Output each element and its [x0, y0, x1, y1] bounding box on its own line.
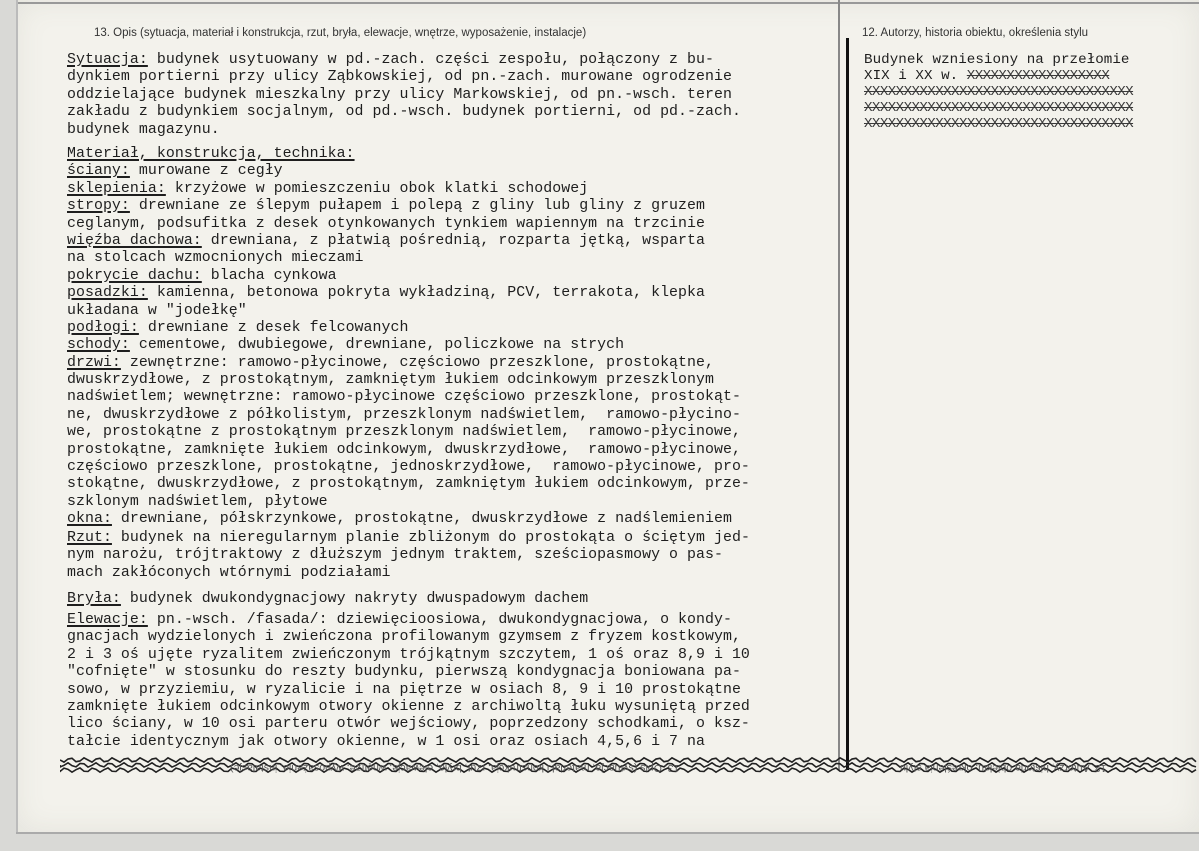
left-edge — [16, 0, 18, 832]
text-line — [67, 530, 837, 547]
field-label: drzwi: — [67, 354, 121, 371]
text-line — [67, 268, 837, 285]
field-label: ściany: — [67, 163, 130, 180]
text-line — [67, 198, 837, 215]
text-line — [67, 87, 837, 104]
text-line — [864, 116, 1199, 132]
mirrored-description-header: 13. Opis (sytuacja, materiał i konstrukcja, rzut, bryła, elewacje, wnętrze, wyposażenie, instalacje) — [230, 762, 680, 774]
text-line — [67, 459, 837, 476]
field-text: częściowo przeszklone, prostokątne, jednoskrzydłowe, ramowo-płycinowe, pro- — [67, 459, 750, 476]
struck-out-text: XXXXXXXXXXXXXXXXXXXXXXXXXXXXXXXXXX — [864, 116, 1134, 132]
field-label: schody: — [67, 337, 130, 354]
field-text: drewniana, z płatwią pośrednią, rozparta jętką, wsparta — [201, 232, 706, 249]
field-text: murowane z cegły — [129, 163, 283, 180]
field-text: sowo, w przyziemiu, w ryzalicie i na piętrze w osiach 8, 9 i 10 prostokątne — [67, 681, 741, 698]
field-text: zamknięte łukiem odcinkowym otwory okienne z archiwoltą łuku wysuniętą przed — [67, 698, 750, 715]
column-divider — [846, 38, 849, 770]
field-text: zakładu z budynkiem socjalnym, od pd.-wsch. budynek portierni, od pd.-zach. — [67, 104, 741, 121]
text-line — [67, 104, 837, 121]
field-text: kamienna, betonowa pokryta wykładziną, PCV, terrakota, klepka — [147, 285, 705, 302]
field-text: gnacjach wydzielonych i zwieńczona profilowanym gzymsem z fryzem kostkowym, — [67, 629, 741, 646]
text-line — [67, 682, 837, 699]
text-line — [67, 407, 837, 424]
text-line — [67, 647, 837, 664]
struck-out-text: XXXXXXXXXXXXXXXXXXXXXXXXXXXXXXXXXX — [864, 84, 1134, 100]
field-text: budynek magazynu. — [67, 121, 220, 138]
field-text: mach zakłóconych wtórnymi podziałami — [67, 564, 391, 581]
field-text: drewniane, półskrzynkowe, prostokątne, dwuskrzydłowe z nadślemieniem — [111, 511, 732, 528]
field-text: lico ściany, w 10 osi parteru otwór wejściowy, poprzedzony schodkami, o ksz- — [67, 716, 750, 733]
text-line — [67, 69, 837, 86]
text-line — [864, 100, 1199, 116]
field-text: ceglanym, podsufitka z desek otynkowanych tynkiem wapiennym na trzcinie — [67, 215, 705, 232]
field-text: układana w "jodełkę" — [67, 302, 247, 319]
text-line — [67, 664, 837, 681]
field-text: dynkiem portierni przy ulicy Ząbkowskiej, od pn.-zach. murowane ogrodzenie — [67, 69, 732, 86]
field-text: dwuskrzydłowe, z prostokątnym, zamkniętym łukiem odcinkowym przeszklonym — [67, 372, 714, 389]
description-section — [67, 146, 837, 529]
field-text: na stolcach wzmocnionych mieczami — [67, 250, 364, 267]
text-line — [67, 122, 837, 139]
field-text: we, prostokątne z prostokątnym przeszklonym nadświetlem, ramowo-płycinowe, — [67, 424, 741, 441]
field-label: podłogi: — [67, 319, 139, 336]
text-line — [67, 442, 837, 459]
field-label: Materiał, konstrukcja, technika: — [67, 146, 355, 162]
field-text: stokątne, dwuskrzydłowe, z prostokątnym, zamkniętym łukiem odcinkowym, prze- — [67, 476, 750, 493]
text-line — [864, 68, 1199, 84]
text-line — [67, 591, 837, 608]
field-label: okna: — [67, 511, 112, 528]
text-line — [67, 52, 837, 69]
text-line — [67, 511, 837, 528]
field-label: sklepienia: — [67, 180, 166, 197]
field-text: XIX i XX w. — [864, 68, 967, 84]
description-section — [67, 612, 837, 751]
field-text: "cofnięte" w stosunku do reszty budynku, pierwszą kondygnacja boniowana pa- — [67, 664, 741, 681]
field-text: budynek usytuowany w pd.-zach. części zespołu, połączony z bu- — [147, 52, 714, 68]
field-label: Bryła: — [67, 591, 121, 607]
text-line — [67, 565, 837, 582]
field-label: Rzut: — [67, 530, 112, 546]
field-label: posadzki: — [67, 285, 148, 302]
field-text: blacha cynkowa — [201, 267, 337, 284]
field-text: budynek dwukondygnacjowy nakryty dwuspadowym dachem — [120, 591, 589, 607]
text-line — [67, 612, 837, 629]
text-line — [67, 699, 837, 716]
text-line — [67, 476, 837, 493]
text-line — [67, 146, 837, 163]
field-text: krzyżowe w pomieszczeniu obok klatki schodowej — [165, 180, 589, 197]
text-line — [67, 320, 837, 337]
field-label: więźba dachowa: — [67, 232, 202, 249]
field-text: cementowe, dwubiegowe, drewniane, policzkowe na strych — [129, 337, 625, 354]
text-line — [67, 716, 837, 733]
field-text: drewniane z desek felcowanych — [138, 319, 409, 336]
text-line — [67, 494, 837, 511]
description-section-header: 13. Opis (sytuacja, materiał i konstrukcja, rzut, bryła, elewacje, wnętrze, wyposażenie, instalacje) — [94, 27, 587, 39]
column-divider-light — [838, 0, 840, 770]
text-line — [67, 285, 837, 302]
text-line — [67, 629, 837, 646]
text-line — [67, 216, 837, 233]
field-text: drewniane ze ślepym pułapem i polepą z gliny lub gliny z gruzem — [129, 198, 705, 215]
text-line — [864, 52, 1199, 68]
text-line — [67, 389, 837, 406]
authors-section-header: 12. Autorzy, historia obiektu, określenia stylu — [862, 27, 1089, 39]
field-text: nadświetlem; wewnętrzne: ramowo-płycinowe częściowo przeszklone, prostokąt- — [67, 389, 741, 406]
text-line — [67, 734, 837, 751]
field-text: oddzielające budynek mieszkalny przy ulicy Markowskiej, od pn.-wsch. teren — [67, 86, 732, 103]
field-label: Elewacje: — [67, 612, 148, 628]
text-line — [864, 84, 1199, 100]
field-text: 2 i 3 oś ujęte ryzalitem zwieńczonym trójkątnym szczytem, 1 oś oraz 8,9 i 10 — [67, 646, 750, 663]
field-text: nym narożu, trójtraktowy z dłuższym jednym traktem, sześciopasmowy o pas- — [67, 547, 723, 564]
text-line — [67, 372, 837, 389]
text-line — [67, 250, 837, 267]
text-line — [67, 547, 837, 564]
bottom-edge — [16, 832, 1199, 834]
field-text: Budynek wzniesiony na przełomie — [864, 52, 1130, 68]
top-edge — [16, 2, 1199, 4]
text-line — [67, 424, 837, 441]
field-text: ne, dwuskrzydłowe z półkolistym, przeszklonym nadświetlem, ramowo-płycino- — [67, 406, 741, 423]
field-text: prostokątne, zamknięte łukiem odcinkowym, dwuskrzydłowe, ramowo-płycinowe, — [67, 441, 741, 458]
field-text: budynek na nieregularnym planie zbliżonym do prostokąta o ściętym jed- — [111, 530, 750, 546]
description-section — [67, 591, 837, 608]
text-line — [67, 337, 837, 354]
field-text: tałcie identycznym jak otwory okienne, w 1 osi oraz osiach 4,5,6 i 7 na — [67, 733, 705, 750]
text-line — [67, 303, 837, 320]
text-line — [67, 233, 837, 250]
mirrored-authors-header: 12. Autorzy, historia obiektu, określenia stylu — [900, 762, 1107, 774]
description-section — [67, 52, 837, 139]
field-text: pn.-wsch. /fasada/: dziewięcioosiowa, dwukondygnacjowa, o kondy- — [147, 612, 732, 628]
field-text: zewnętrzne: ramowo-płycinowe, częściowo przeszklone, prostokątne, — [120, 354, 714, 371]
field-text: szklonym nadświetlem, płytowe — [67, 493, 328, 510]
authors-body — [864, 52, 1199, 132]
text-line — [67, 163, 837, 180]
field-label: Sytuacja: — [67, 52, 148, 68]
text-line — [67, 181, 837, 198]
description-section — [67, 530, 837, 582]
field-label: stropy: — [67, 198, 130, 215]
struck-out-text: XXXXXXXXXXXXXXXXXXXXXXXXXXXXXXXXXX — [864, 100, 1134, 116]
struck-out-text: XXXXXXXXXXXXXXXXXX — [966, 68, 1110, 84]
field-label: pokrycie dachu: — [67, 267, 202, 284]
text-line — [67, 355, 837, 372]
